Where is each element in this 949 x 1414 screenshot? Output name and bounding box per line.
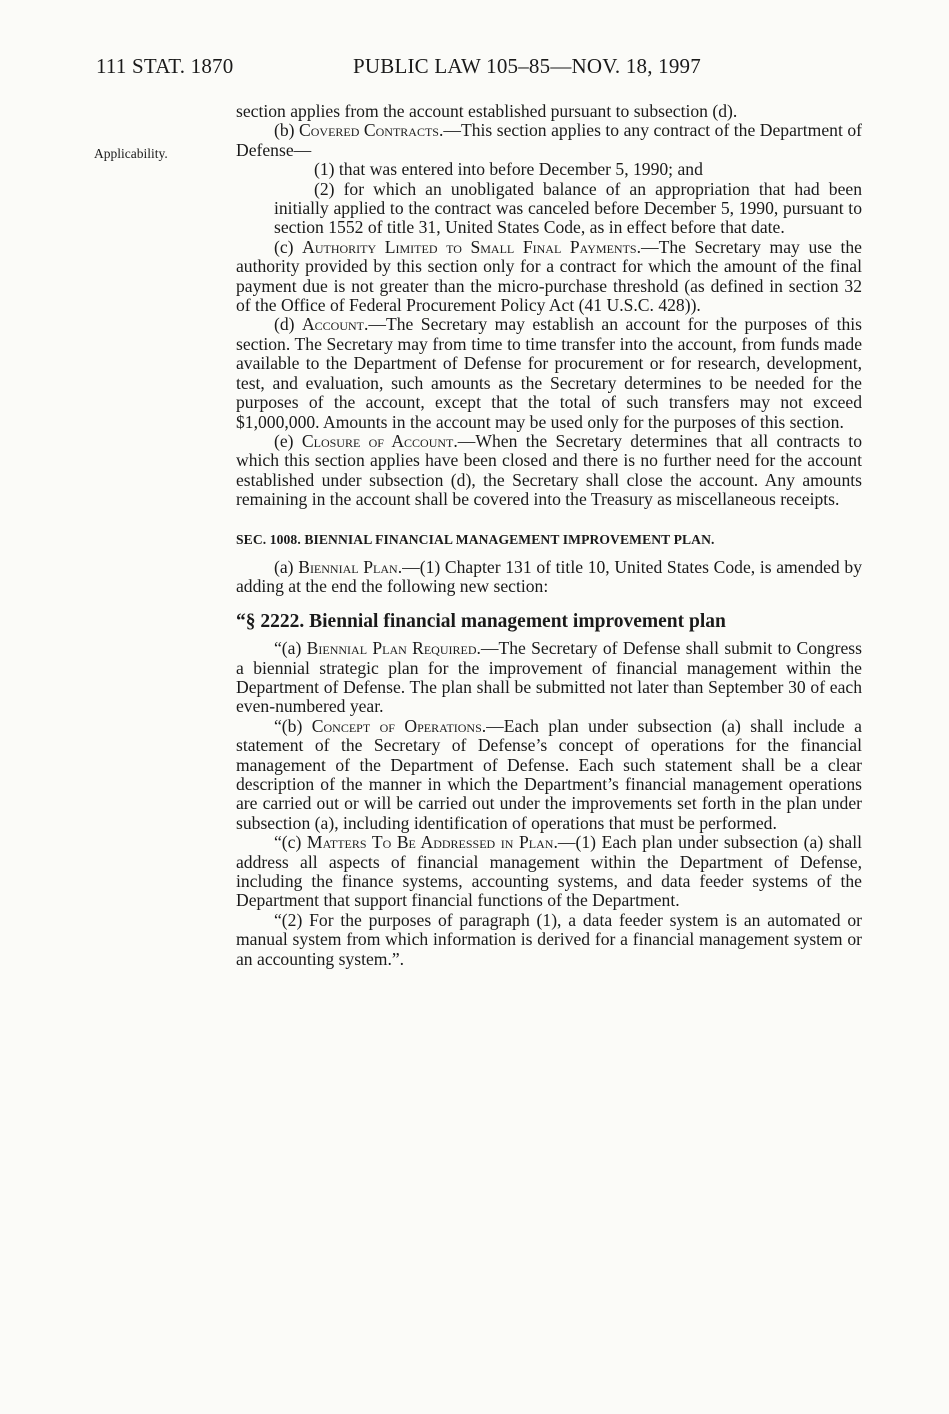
new-subsection-c: “(c) Matters To Be Addressed in Plan.—(1) Each plan under subsection (a) shall address all aspects of financial management within the Department of Defense, including the finance systems, accounting systems, and data feeder systems of the Department that support financial functions of the Department. bbox=[236, 832, 863, 911]
new-subsection-b-heading: Concept of Operations bbox=[311, 715, 482, 736]
margin-note-applicability: Applicability. bbox=[94, 146, 168, 161]
subsection-c: (c) Authority Limited to Small Final Payments.—The Secretary may use the authority provided by this section only for a contract for which the amount of the final payment due is not greater than the micro-purchase threshold (as defined in section 32 of the Office of Federal Procurement Policy Act (41 U.S.C. 428)). bbox=[236, 236, 862, 316]
paragraph-b2: (2) for which an unobligated balance of an appropriation that had been initially applied to the contract was canceled before December 5, 1990, pursuant to section 1552 of title 31, United States Code, as in effect before that date. bbox=[274, 178, 862, 238]
subsection-d-text: .—The Secretary may establish an account for the purposes of this section. The Secretary may from time to time transfer into the account, from funds made available to the Department of Defense for procurement or for research, development, test, and evaluation, such amounts as the Secretary determines to be needed for the purposes of the account, except that the total of such transfers may not exceed $1,000,000. Amounts in the account may be used only for the purposes of this section. bbox=[236, 314, 862, 432]
body-text bbox=[236, 102, 862, 969]
subsection-e: (e) Closure of Account.—When the Secretary determines that all contracts to which this section applies have been closed and there is no further need for the account established under subsection (d), the Secretary shall close the account. Any amounts remaining in the account shall be covered into the Treasury as miscellaneous receipts. bbox=[236, 430, 862, 510]
public-law-date: PUBLIC LAW 105–85—NOV. 18, 1997 bbox=[353, 54, 701, 78]
subsection-b-text: .—This section applies to any contract of the Department of Defense— bbox=[236, 120, 862, 160]
new-subsection-a-heading: Biennial Plan Required bbox=[306, 638, 477, 659]
subsection-c-heading: Authority Limited to Small Final Payments bbox=[302, 236, 637, 257]
paragraph-intro: section applies from the account established pursuant to subsection (d). bbox=[236, 101, 738, 121]
subsection-a: (a) Biennial Plan.—(1) Chapter 131 of title 10, United States Code, is amended by adding at the end the following new section: bbox=[236, 556, 862, 597]
new-subsection-c-paragraph-2: “(2) For the purposes of paragraph (1), a data feeder system is an automated or manual system from which information is derived for a financial management system or an accounting system.”. bbox=[236, 909, 862, 969]
new-subsection-b-text: .—Each plan under subsection (a) shall include a statement of the Secretary of Defense’s concept of operations for the financial management of the Department of Defense. Each such statement shall be a clear description of the manner in which the Department’s financial management operations are carried out or will be carried out under the improvements set forth in the plan under subsection (a), including identification of operations that must be performed. bbox=[236, 715, 862, 833]
new-subsection-a: “(a) Biennial Plan Required.—The Secretary of Defense shall submit to Congress a biennial strategic plan for the improvement of financial management within the Department of Defense. The plan shall be submitted not later than September 30 of each even-numbered year. bbox=[236, 638, 863, 717]
subsection-e-heading: Closure of Account bbox=[301, 430, 454, 451]
subsection-d: (d) Account.—The Secretary may establish an account for the purposes of this section. The Secretary may from time to time transfer into the account, from funds made available to the Department of Defense for procurement or for research, development, test, and evaluation, such amounts as the Secretary determines to be needed for the purposes of the account, except that the total of such transfers may not exceed $1,000,000. Amounts in the account may be used only for the purposes of this section. bbox=[236, 314, 862, 432]
section-1008-heading: SEC. 1008. BIENNIAL FINANCIAL MANAGEMENT IMPROVEMENT PLAN. bbox=[236, 531, 715, 547]
statute-citation: 111 STAT. 1870 bbox=[96, 54, 234, 78]
section-2222-heading: “§ 2222. Biennial financial management improvement plan bbox=[236, 610, 726, 632]
subsection-a-heading: Biennial Plan bbox=[298, 556, 398, 577]
subsection-e-text: .—When the Secretary determines that all contracts to which this section applies have been closed and there is no further need for the account established under subsection (d), the Secretary shall close the account. Any amounts remaining in the account shall be covered into the Treasury as miscellaneous receipts. bbox=[236, 430, 862, 510]
new-subsection-b: “(b) Concept of Operations.—Each plan under subsection (a) shall include a statement of the Secretary of Defense’s concept of operations for the financial management of the Department of Defense. Each such statement shall be a clear description of the manner in which the Department’s financial management operations are carried out or will be carried out under the improvements set forth in the plan under subsection (a), including identification of operations that must be performed. bbox=[236, 715, 862, 833]
new-subsection-a-text: .—The Secretary of Defense shall submit to Congress a biennial strategic plan for the improvement of financial management within the Department of Defense. The plan shall be submitted not later than September 30 of each even-numbered year. bbox=[236, 638, 863, 717]
subsection-d-heading: Account bbox=[301, 314, 365, 335]
subsection-c-text: .—The Secretary may use the authority provided by this section only for a contract for which the amount of the final payment due is not greater than the micro-purchase threshold (as defined in section 32 of the Office of Federal Procurement Policy Act (41 U.S.C. 428)). bbox=[236, 236, 862, 316]
paragraph-b1: (1) that was entered into before December 5, 1990; and bbox=[314, 159, 703, 180]
subsection-b-heading: Covered Contracts bbox=[299, 120, 439, 141]
subsection-b: (b) Covered Contracts.—This section applies to any contract of the Department of Defense— bbox=[236, 120, 862, 160]
subsection-a-text: .—(1) Chapter 131 of title 10, United States Code, is amended by adding at the end the following new section: bbox=[236, 556, 862, 597]
new-subsection-c-heading: Matters To Be Addressed in Plan bbox=[306, 832, 554, 853]
new-subsection-c-text: .—(1) Each plan under subsection (a) shall address all aspects of financial management within the Department of Defense, including the finance systems, accounting systems, and data feeder systems of the Department that support financial functions of the Department. bbox=[236, 832, 863, 911]
